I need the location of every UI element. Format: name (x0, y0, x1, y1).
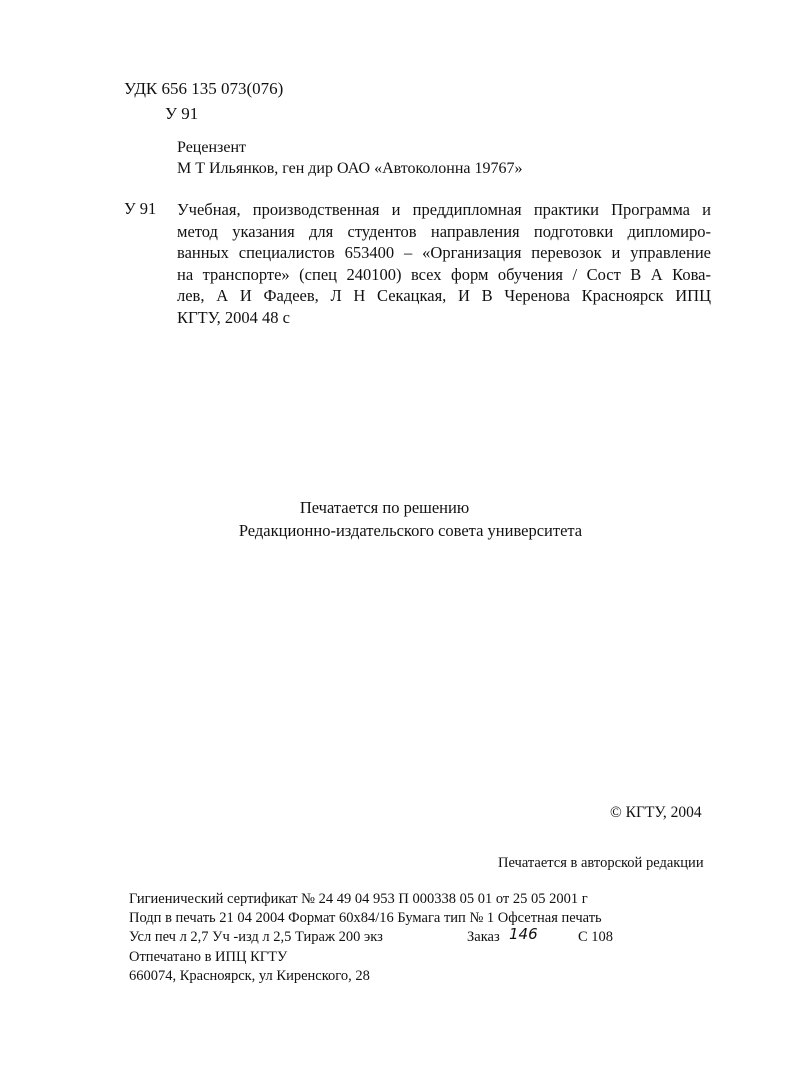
bibliography-line: ванных специалистов 653400 – «Организация перевозок и управление (177, 243, 711, 263)
print-specs: Усл печ л 2,7 Уч -изд л 2,5 Тираж 200 экз (129, 929, 383, 946)
copyright-notice: © КГТУ, 2004 (610, 804, 702, 821)
udk-code: УДК 656 135 073(076) (124, 79, 284, 98)
imprint-line: Подп в печать 21 04 2004 Формат 60х84/16 Бумага тип № 1 Офсетная печать (129, 910, 602, 927)
imprint-line: Отпечатано в ИПЦ КГТУ (129, 948, 288, 965)
imprint-line: Гигиенический сертификат № 24 49 04 953 П 000338 05 01 от 25 05 2001 г (129, 891, 588, 907)
reviewer-name: М Т Ильянков, ген дир ОАО «Автоколонна 19767» (177, 160, 523, 177)
bibliographic-description (177, 199, 711, 329)
order-number-handwritten: 146 (509, 925, 538, 944)
bibliography-line: КГТУ, 2004 48 с (177, 307, 290, 327)
author-edition-note: Печатается в авторской редакции (498, 855, 704, 871)
imprint-block (129, 890, 629, 986)
library-code: У 91 (165, 104, 199, 123)
order-label: Заказ (467, 929, 500, 946)
bibliography-line: лев, А И Фадеев, Л Н Секацкая, И В Черенова Красноярск ИПЦ (177, 286, 711, 306)
imprint-line-order (129, 925, 629, 947)
reviewer-label: Рецензент (177, 139, 246, 156)
bibliography-line: метод указания для студентов направления подготовки дипломиро- (177, 221, 711, 241)
bibliography-code: У 91 (124, 199, 157, 218)
order-code: С 108 (578, 929, 614, 946)
publication-note-line2: Редакционно-издательского совета университета (238, 521, 583, 540)
imprint-line: 660074, Красноярск, ул Киренского, 28 (129, 967, 370, 984)
publication-note-line1: Печатается по решению (299, 498, 470, 517)
bibliography-line: на транспорте» (спец 240100) всех форм обучения / Сост В А Кова- (177, 264, 711, 284)
bibliography-line: Учебная, производственная и преддипломная практики Программа и (177, 200, 711, 219)
